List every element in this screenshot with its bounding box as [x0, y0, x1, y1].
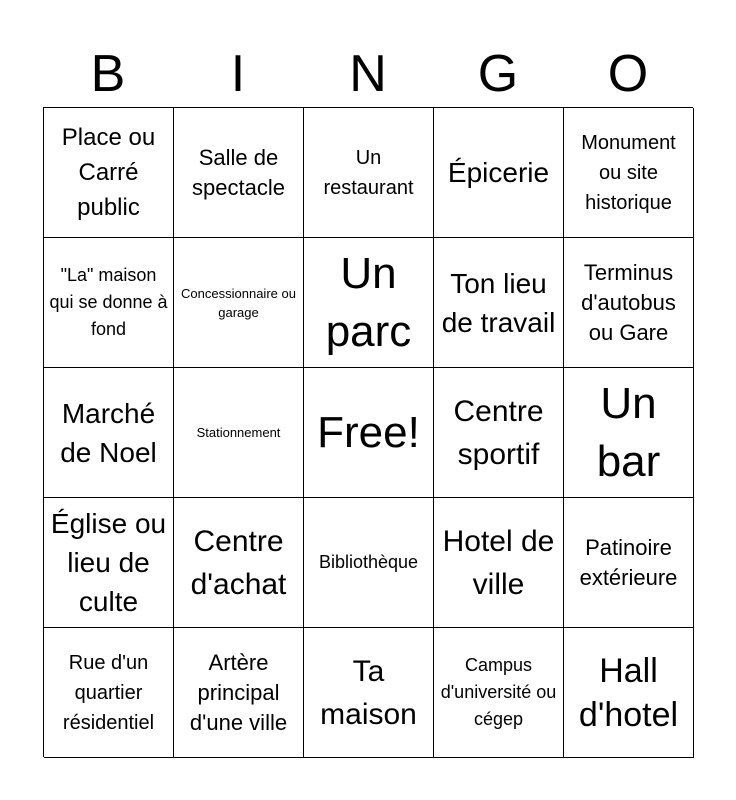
bingo-cell[interactable]: [434, 238, 564, 368]
bingo-grid: [43, 107, 693, 757]
bingo-cell[interactable]: [44, 108, 174, 238]
header-letter-b: B: [90, 45, 126, 103]
cell-text: Free!: [317, 407, 420, 457]
cell-text: Un bar: [596, 378, 661, 486]
cell-text: Centre sportif: [453, 394, 544, 471]
header-letter-n: N: [349, 45, 387, 103]
cell-text: Épicerie: [447, 157, 550, 188]
bingo-cell[interactable]: [434, 498, 564, 628]
cell-text: Église ou lieu de culte: [50, 508, 167, 617]
cell-text: Ton lieu de travail: [441, 267, 556, 338]
bingo-cell[interactable]: [44, 368, 174, 498]
header-letter-g: G: [477, 45, 519, 103]
cell-text: Centre d'achat: [190, 524, 287, 601]
cell-text: Un restaurant: [323, 146, 414, 199]
bingo-cell[interactable]: [564, 628, 694, 758]
header-letter-o: O: [607, 45, 649, 103]
cell-text: Monument ou site historique: [581, 131, 676, 214]
cell-text: Un parc: [325, 248, 412, 356]
bingo-cell[interactable]: [564, 108, 694, 238]
bingo-cell[interactable]: [174, 628, 304, 758]
bingo-cell[interactable]: [434, 368, 564, 498]
cell-text: Artère principal d'une ville: [189, 649, 288, 735]
cell-text: Patinoire extérieure: [579, 534, 678, 590]
cell-text: "La" maison qui se donne à fond: [49, 265, 168, 339]
bingo-cell[interactable]: [304, 498, 434, 628]
bingo-cell[interactable]: [564, 368, 694, 498]
bingo-cell[interactable]: [174, 238, 304, 368]
cell-text: Hotel de ville: [442, 524, 555, 601]
cell-text: Marché de Noel: [60, 397, 157, 468]
cell-text: Rue d'un quartier résidentiel: [62, 651, 155, 734]
bingo-cell[interactable]: [564, 238, 694, 368]
bingo-cell[interactable]: [304, 238, 434, 368]
bingo-cell[interactable]: [174, 368, 304, 498]
bingo-cell[interactable]: [564, 498, 694, 628]
cell-text: Place ou Carré public: [61, 124, 156, 221]
bingo-cell[interactable]: [434, 108, 564, 238]
bingo-cell[interactable]: [174, 108, 304, 238]
bingo-cell[interactable]: [304, 368, 434, 498]
cell-text: Bibliothèque: [318, 552, 419, 572]
bingo-cell[interactable]: [304, 628, 434, 758]
bingo-cell[interactable]: [304, 108, 434, 238]
header-letter-i: I: [230, 45, 246, 103]
cell-text: Terminus d'autobus ou Gare: [581, 259, 676, 345]
cell-text: Campus d'université ou cégep: [440, 655, 557, 729]
cell-text: Ta maison: [320, 654, 417, 731]
bingo-cell[interactable]: [174, 498, 304, 628]
bingo-cell[interactable]: [44, 628, 174, 758]
cell-text: Hall d'hotel: [578, 651, 679, 734]
bingo-cell[interactable]: [44, 238, 174, 368]
bingo-header: [43, 40, 693, 108]
cell-text: Stationnement: [196, 425, 281, 440]
bingo-cell[interactable]: [434, 628, 564, 758]
bingo-cell[interactable]: [44, 498, 174, 628]
cell-text: Concessionnaire ou garage: [181, 285, 296, 320]
cell-text: Salle de spectacle: [192, 144, 285, 200]
